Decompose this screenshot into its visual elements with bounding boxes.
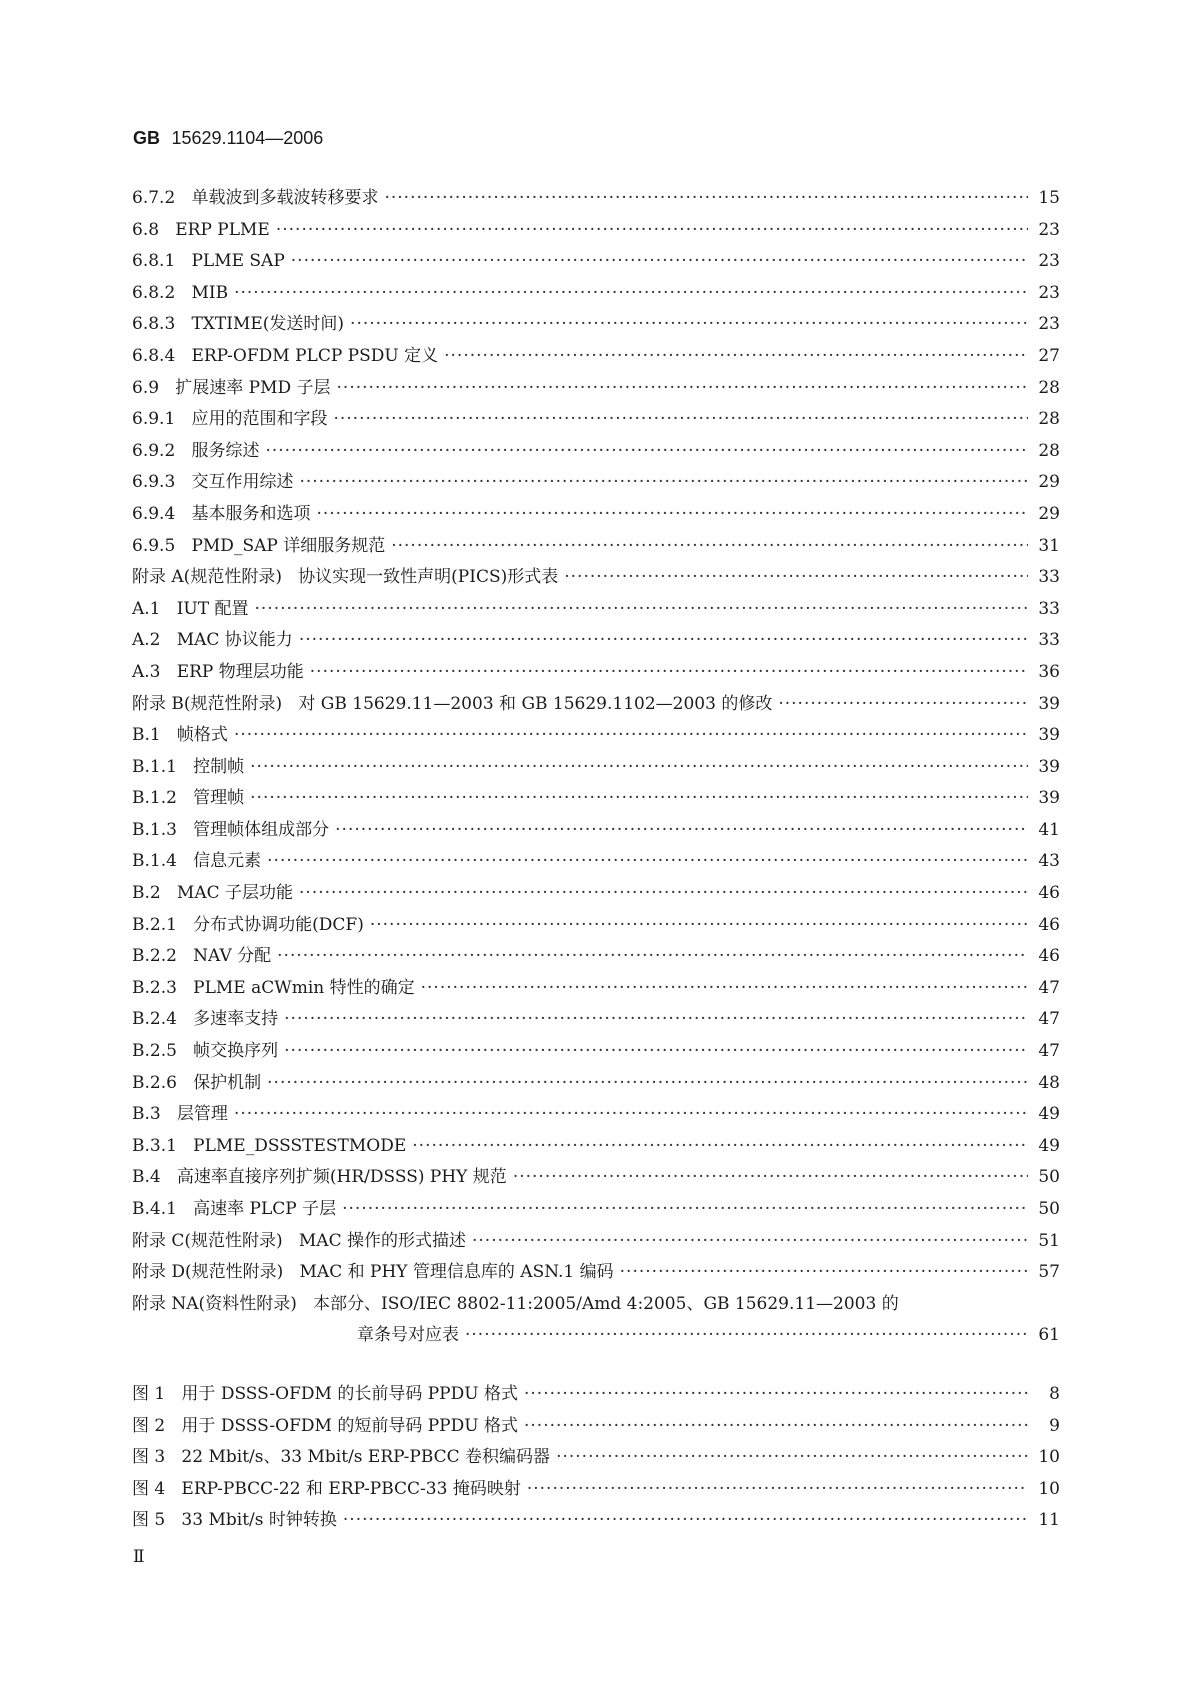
toc-entry-page: 57	[1038, 1262, 1060, 1283]
toc-entry[interactable]	[132, 625, 1060, 657]
figure-entry-label: 图 3 22 Mbit/s、33 Mbit/s ERP-PBCC 卷积编码器	[132, 1447, 551, 1468]
toc-entry[interactable]	[132, 215, 1060, 247]
toc-entry-label: 6.8 ERP PLME	[132, 219, 270, 240]
toc-entry-page: 39	[1038, 788, 1060, 809]
page-number-footer: Ⅱ	[133, 1547, 145, 1567]
dot-leader	[265, 436, 1028, 468]
toc-entry-label: B.2.1 分布式协调功能(DCF)	[132, 914, 364, 935]
standard-prefix: GB	[133, 128, 160, 148]
toc-entry-label: 6.9.3 交互作用综述	[132, 472, 294, 493]
toc-entry-page: 46	[1038, 946, 1060, 967]
dot-leader	[333, 404, 1028, 436]
toc-entry-label: B.2.5 帧交换序列	[132, 1041, 279, 1062]
toc-entry[interactable]	[132, 1162, 1060, 1194]
toc-entry[interactable]	[132, 531, 1060, 563]
toc-entry-label: 6.8.4 ERP-OFDM PLCP PSDU 定义	[132, 345, 439, 366]
toc-entry[interactable]	[132, 436, 1060, 468]
figure-entry[interactable]	[132, 1505, 1060, 1537]
toc-entry[interactable]	[132, 1226, 1060, 1258]
dot-leader	[524, 1411, 1028, 1443]
toc-entry-label: 6.9.1 应用的范围和字段	[132, 409, 328, 430]
toc-entry[interactable]	[132, 1194, 1060, 1226]
toc-entry[interactable]	[132, 720, 1060, 752]
dot-leader	[234, 1099, 1028, 1131]
toc-entry-page: 33	[1038, 630, 1060, 651]
toc-entry-label: B.1.4 信息元素	[132, 851, 262, 872]
figure-entry-label: 图 1 用于 DSSS-OFDM 的长前导码 PPDU 格式	[132, 1384, 518, 1404]
toc-entry-page: 41	[1038, 819, 1060, 840]
toc-entry[interactable]	[132, 657, 1060, 689]
toc-entry-annex-na-continued[interactable]	[132, 1320, 1060, 1352]
toc-entry[interactable]	[132, 1131, 1060, 1163]
toc-entry-page: 23	[1038, 282, 1060, 303]
toc-entry-page: 28	[1038, 409, 1060, 430]
dot-leader	[299, 878, 1028, 910]
dot-leader	[337, 373, 1028, 405]
dot-leader	[316, 499, 1028, 531]
toc-entry[interactable]	[132, 183, 1060, 215]
toc-entry-label: B.3 层管理	[132, 1104, 228, 1125]
toc-entry-label: B.1.3 管理帧体组成部分	[132, 819, 330, 840]
dot-leader	[527, 1474, 1028, 1506]
dot-leader	[350, 309, 1028, 341]
dot-leader	[234, 278, 1028, 310]
toc-entry-page: 36	[1038, 661, 1060, 682]
toc-entry-page: 47	[1038, 1041, 1060, 1062]
toc-entry-page: 49	[1038, 1104, 1060, 1125]
figure-entry-page: 8	[1049, 1384, 1060, 1404]
toc-entry[interactable]	[132, 1099, 1060, 1131]
toc-entry-label: 6.8.3 TXTIME(发送时间)	[132, 314, 345, 335]
toc-entry[interactable]	[132, 783, 1060, 815]
dot-leader	[255, 594, 1029, 626]
dot-leader	[472, 1226, 1028, 1258]
toc-entry-page: 46	[1038, 883, 1060, 904]
list-of-figures	[132, 1379, 1060, 1537]
dot-leader	[284, 1036, 1028, 1068]
toc-entry-page: 27	[1038, 345, 1060, 366]
toc-entry-page: 48	[1038, 1072, 1060, 1093]
toc-entry-label: 附录 NA(资料性附录) 本部分、ISO/IEC 8802-11:2005/Amd 4:2005、GB 15629.11—2003 的	[132, 1293, 899, 1314]
toc-entry-page: 47	[1038, 1009, 1060, 1030]
toc-entry[interactable]	[132, 562, 1060, 594]
toc-entry[interactable]	[132, 309, 1060, 341]
toc-entry-label: 6.7.2 单载波到多载波转移要求	[132, 188, 379, 208]
dot-leader	[556, 1442, 1028, 1474]
dot-leader	[267, 1068, 1028, 1100]
dot-leader	[291, 246, 1028, 278]
toc-entry-page: 33	[1038, 567, 1060, 588]
toc-entry[interactable]	[132, 594, 1060, 626]
toc-entry[interactable]	[132, 973, 1060, 1005]
dot-leader	[412, 1131, 1028, 1163]
toc-entry[interactable]	[132, 341, 1060, 373]
toc-entry-label: B.2 MAC 子层功能	[132, 883, 294, 904]
dot-leader	[276, 215, 1028, 247]
toc-entry-page: 39	[1038, 693, 1060, 714]
toc-entry-page: 49	[1038, 1135, 1060, 1156]
document-header	[133, 128, 323, 149]
toc-entry-label: B.1.2 管理帧	[132, 788, 245, 809]
figure-entry-page: 10	[1038, 1478, 1060, 1499]
toc-entry-page: 51	[1038, 1230, 1060, 1251]
toc-entry-page: 29	[1038, 472, 1060, 493]
figure-entry[interactable]	[132, 1442, 1060, 1474]
toc-entry-page: 23	[1038, 251, 1060, 272]
figure-entry-page: 11	[1038, 1510, 1060, 1531]
toc-entry[interactable]	[132, 1036, 1060, 1068]
toc-entry-label: 附录 D(规范性附录) MAC 和 PHY 管理信息库的 ASN.1 编码	[132, 1262, 614, 1283]
dot-leader	[620, 1257, 1028, 1289]
dot-leader	[335, 815, 1028, 847]
toc-entry-page: 28	[1038, 377, 1060, 398]
toc-entry-page: 50	[1038, 1167, 1060, 1188]
toc-entry-page: 47	[1038, 977, 1060, 998]
dot-leader	[277, 941, 1028, 973]
toc-entry-label: B.2.3 PLME aCWmin 特性的确定	[132, 977, 415, 998]
table-of-contents	[132, 183, 1060, 1352]
toc-entry-label: A.1 IUT 配置	[132, 598, 249, 619]
figure-entry[interactable]	[132, 1474, 1060, 1506]
toc-entry[interactable]	[132, 1004, 1060, 1036]
toc-entry[interactable]	[132, 846, 1060, 878]
toc-entry-label: 6.9 扩展速率 PMD 子层	[132, 377, 331, 398]
toc-entry[interactable]	[132, 278, 1060, 310]
toc-entry-annex-na[interactable]	[132, 1289, 1060, 1321]
dot-leader	[342, 1194, 1028, 1226]
figure-entry-page: 10	[1038, 1447, 1060, 1468]
toc-entry-label: 6.9.2 服务综述	[132, 440, 260, 461]
toc-entry-page: 50	[1038, 1199, 1060, 1219]
toc-entry-label: 附录 B(规范性附录) 对 GB 15629.11—2003 和 GB 15629.1102—2003 的修改	[132, 693, 773, 714]
dot-leader	[284, 1004, 1028, 1036]
toc-entry-label: 6.8.2 MIB	[132, 282, 229, 303]
toc-entry[interactable]	[132, 1257, 1060, 1289]
toc-entry[interactable]	[132, 941, 1060, 973]
toc-entry[interactable]	[132, 910, 1060, 942]
toc-entry-label: B.2.6 保护机制	[132, 1072, 262, 1093]
toc-entry-page: 33	[1038, 598, 1060, 619]
standard-number: 15629.1104—2006	[171, 128, 324, 148]
toc-entry-page: 46	[1038, 914, 1060, 935]
toc-entry-label: B.1 帧格式	[132, 725, 228, 746]
dot-leader	[391, 531, 1028, 563]
dot-leader	[444, 341, 1028, 373]
dot-leader	[370, 910, 1028, 942]
dot-leader	[465, 1320, 1028, 1352]
toc-entry[interactable]	[132, 467, 1060, 499]
dot-leader	[778, 689, 1028, 721]
dot-leader	[384, 183, 1028, 215]
toc-entry-label: 6.8.1 PLME SAP	[132, 251, 285, 272]
toc-entry[interactable]	[132, 373, 1060, 405]
dot-leader	[343, 1505, 1028, 1537]
toc-entry-label: 6.9.5 PMD_SAP 详细服务规范	[132, 535, 386, 556]
toc-entry[interactable]	[132, 404, 1060, 436]
dot-leader	[513, 1162, 1028, 1194]
toc-entry-page: 39	[1038, 756, 1060, 777]
toc-entry-label: 章条号对应表	[357, 1325, 459, 1346]
toc-entry-page: 28	[1038, 440, 1060, 461]
figure-entry-label: 图 2 用于 DSSS-OFDM 的短前导码 PPDU 格式	[132, 1415, 518, 1436]
dot-leader	[250, 752, 1028, 784]
toc-entry-page: 43	[1038, 851, 1060, 872]
figure-entry[interactable]	[132, 1411, 1060, 1443]
toc-entry-label: B.1.1 控制帧	[132, 756, 245, 777]
dot-leader	[267, 846, 1028, 878]
dot-leader	[564, 562, 1028, 594]
figure-entry-label: 图 5 33 Mbit/s 时钟转换	[132, 1510, 337, 1531]
figure-entry[interactable]	[132, 1379, 1060, 1411]
toc-entry-label: A.3 ERP 物理层功能	[132, 661, 304, 682]
toc-entry[interactable]	[132, 246, 1060, 278]
dot-leader	[299, 467, 1028, 499]
toc-entry[interactable]	[132, 752, 1060, 784]
toc-entry-label: B.2.4 多速率支持	[132, 1009, 279, 1030]
toc-entry-page: 31	[1038, 535, 1060, 556]
toc-entry-page: 61	[1038, 1325, 1060, 1346]
toc-entry-label: A.2 MAC 协议能力	[132, 630, 293, 651]
toc-entry[interactable]	[132, 878, 1060, 910]
toc-entry[interactable]	[132, 499, 1060, 531]
toc-entry[interactable]	[132, 815, 1060, 847]
toc-entry-page: 15	[1038, 188, 1060, 208]
toc-entry-page: 23	[1038, 314, 1060, 335]
dot-leader	[234, 720, 1028, 752]
toc-entry-label: B.2.2 NAV 分配	[132, 946, 272, 967]
toc-entry-label: 附录 A(规范性附录) 协议实现一致性声明(PICS)形式表	[132, 567, 559, 588]
toc-entry-page: 39	[1038, 725, 1060, 746]
toc-entry-page: 29	[1038, 503, 1060, 524]
figure-entry-page: 9	[1049, 1415, 1060, 1436]
toc-entry-label: 6.9.4 基本服务和选项	[132, 503, 311, 524]
toc-entry[interactable]	[132, 689, 1060, 721]
toc-entry-label: B.3.1 PLME_DSSSTESTMODE	[132, 1135, 407, 1156]
toc-entry-page: 23	[1038, 219, 1060, 240]
figure-entry-label: 图 4 ERP-PBCC-22 和 ERP-PBCC-33 掩码映射	[132, 1478, 521, 1499]
toc-entry-label: B.4.1 高速率 PLCP 子层	[132, 1199, 337, 1219]
toc-entry[interactable]	[132, 1068, 1060, 1100]
dot-leader	[299, 625, 1028, 657]
toc-entry-label: 附录 C(规范性附录) MAC 操作的形式描述	[132, 1230, 466, 1251]
toc-entry-label: B.4 高速率直接序列扩频(HR/DSSS) PHY 规范	[132, 1167, 507, 1188]
dot-leader	[524, 1379, 1028, 1411]
dot-leader	[421, 973, 1028, 1005]
dot-leader	[310, 657, 1028, 689]
dot-leader	[250, 783, 1028, 815]
